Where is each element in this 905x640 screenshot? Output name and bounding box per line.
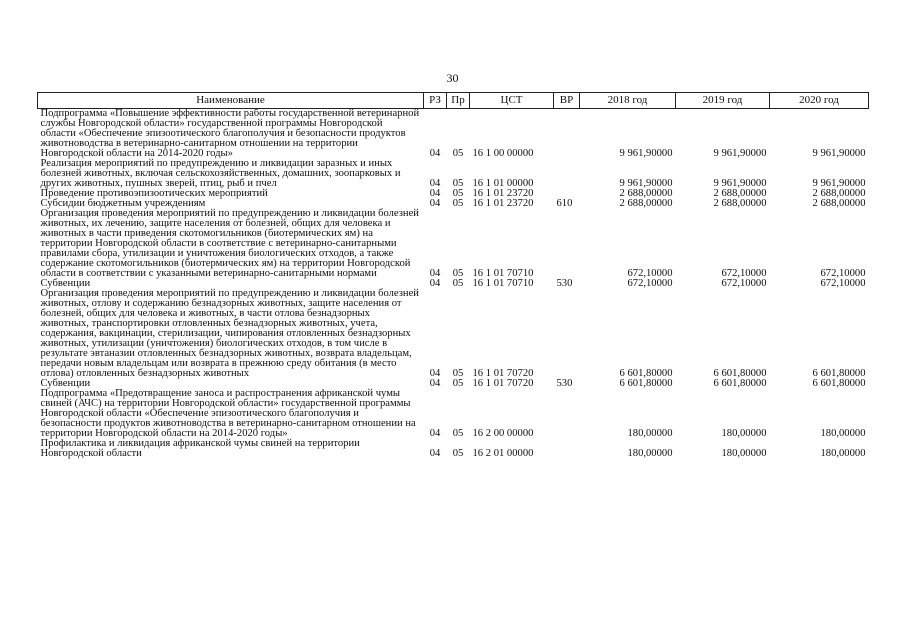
cell-rz: 04 xyxy=(429,278,441,289)
table-row xyxy=(38,109,869,160)
col-header-2018: 2018 год xyxy=(580,93,676,109)
table-row xyxy=(38,439,869,459)
cell-cst: 16 1 01 70720 xyxy=(472,378,534,389)
cell-name: Субвенции xyxy=(40,378,91,389)
col-header-2019: 2019 год xyxy=(676,93,770,109)
cell-2018: 2 688,00000 xyxy=(619,198,673,209)
cell-vr xyxy=(554,109,580,160)
cell-name: Профилактика и ликвидация африканской чумы свиней на территории Новгородской области xyxy=(40,438,360,459)
col-header-cst: ЦСТ xyxy=(470,93,554,109)
cell-cst: 16 2 01 00000 xyxy=(472,448,534,459)
cell-pr: 05 xyxy=(452,198,464,209)
col-header-name: Наименование xyxy=(38,93,424,109)
cell-pr: 05 xyxy=(452,378,464,389)
budget-table xyxy=(37,92,869,459)
cell-pr: 05 xyxy=(452,178,464,189)
cell-rz: 04 xyxy=(429,178,441,189)
cell-2019: 9 961,90000 xyxy=(713,148,767,159)
table-row xyxy=(38,209,869,279)
cell-cst: 16 2 00 00000 xyxy=(472,428,534,439)
col-header-pr: Пр xyxy=(447,93,470,109)
cell-2020: 2 688,00000 xyxy=(812,198,866,209)
cell-2020: 9 961,90000 xyxy=(812,148,866,159)
cell-pr: 05 xyxy=(452,428,464,439)
cell-pr: 05 xyxy=(452,278,464,289)
cell-cst: 16 1 01 23720 xyxy=(472,188,534,199)
cell-vr xyxy=(554,289,580,379)
cell-2020: 672,10000 xyxy=(820,268,866,279)
cell-2019: 672,10000 xyxy=(721,278,767,289)
cell-cst: 16 1 01 23720 xyxy=(472,198,534,209)
cell-2020: 180,00000 xyxy=(820,428,866,439)
cell-pr: 05 xyxy=(452,188,464,199)
cell-name: Субсидии бюджетным учреждениям xyxy=(40,198,206,209)
cell-cst: 16 1 00 00000 xyxy=(472,148,534,159)
cell-2020: 180,00000 xyxy=(820,448,866,459)
cell-rz: 04 xyxy=(429,378,441,389)
cell-vr xyxy=(554,389,580,439)
cell-2020: 2 688,00000 xyxy=(812,188,866,199)
cell-name: Субвенции xyxy=(40,278,91,289)
col-header-vr: ВР xyxy=(554,93,580,109)
cell-cst: 16 1 01 70720 xyxy=(472,368,534,379)
cell-cst: 16 1 01 70710 xyxy=(472,268,534,279)
cell-vr xyxy=(554,159,580,189)
cell-vr: 610 xyxy=(556,198,573,209)
cell-2018: 6 601,80000 xyxy=(619,378,673,389)
cell-2019: 2 688,00000 xyxy=(713,198,767,209)
cell-2018: 672,10000 xyxy=(627,268,673,279)
table-body xyxy=(38,109,869,460)
header-row xyxy=(38,93,869,109)
cell-name: Организация проведения мероприятий по предупреждению и ликвидации болезней животных, отлову и содержанию безнадзорных животных, защите населения от болезней, общих для человека и животных, в части отлова безнадзорных животных, транспортировки отловленных безнадзорных животных, учета, содержания, вакцинации, стерилизации, чипирования отловленных безнадзорных животных, утилизации (уничтожения) биологических отходов, в том числе в результате эвтаназии отловленных безнадзорных животных, возврата владельцам, передачи новым владельцам или возврата в прежнюю среду обитания (в место отлова) отловленных безнадзорных животных xyxy=(40,288,419,379)
col-header-2020: 2020 год xyxy=(770,93,869,109)
cell-pr: 05 xyxy=(452,148,464,159)
cell-2018: 9 961,90000 xyxy=(619,178,673,189)
page-number: 30 xyxy=(446,71,459,85)
cell-pr: 05 xyxy=(452,368,464,379)
cell-2019: 6 601,80000 xyxy=(713,368,767,379)
cell-2019: 672,10000 xyxy=(721,268,767,279)
cell-name: Реализация мероприятий по предупреждению и ликвидации заразных и иных болезней животных, включая сельскохозяйственных, домашних, зоопарковых и других животных, пушных зверей, птиц, рыб и пчел xyxy=(40,158,401,189)
col-header-rz: РЗ xyxy=(424,93,447,109)
cell-2019: 6 601,80000 xyxy=(713,378,767,389)
cell-2020: 6 601,80000 xyxy=(812,378,866,389)
cell-2018: 180,00000 xyxy=(627,448,673,459)
cell-2019: 180,00000 xyxy=(721,448,767,459)
cell-2019: 2 688,00000 xyxy=(713,188,767,199)
cell-vr xyxy=(554,209,580,279)
cell-name: Организация проведения мероприятий по предупреждению и ликвидации болезней животных, их лечению, защите населения от болезней, общих для человека и животных в части приведения скотомогильников (биотермических ям) на территории Новгородской области в соответствие с ветеринарно-санитарными правилами сбора, утилизации и уничтожения биологических отходов, а также содержание скотомогильников (биотермических ям) на территории Новгородской области в соответствии с указанными ветеринарно-санитарными нормами xyxy=(40,208,419,279)
table-header xyxy=(38,93,869,109)
cell-2020: 672,10000 xyxy=(820,278,866,289)
cell-name: Подпрограмма «Предотвращение заноса и распространения африканской чумы свиней (АЧС) на территории Новгородской области» государственной программы Новгородской области «Обеспечение эпизоотического благополучия и безопасности продуктов животноводства в ветеринарно-санитарном отношении на территории Новгородской области на 2014-2020 годы» xyxy=(40,388,416,439)
cell-2019: 180,00000 xyxy=(721,428,767,439)
cell-2018: 9 961,90000 xyxy=(619,148,673,159)
cell-pr: 05 xyxy=(452,268,464,279)
cell-name: Проведение противоэпизоотических мероприятий xyxy=(40,188,268,199)
cell-2018: 180,00000 xyxy=(627,428,673,439)
cell-rz: 04 xyxy=(429,368,441,379)
cell-vr: 530 xyxy=(556,278,573,289)
cell-2020: 9 961,90000 xyxy=(812,178,866,189)
cell-vr: 530 xyxy=(556,378,573,389)
cell-2018: 6 601,80000 xyxy=(619,368,673,379)
cell-2018: 672,10000 xyxy=(627,278,673,289)
cell-rz: 04 xyxy=(429,188,441,199)
cell-cst: 16 1 01 00000 xyxy=(472,178,534,189)
cell-cst: 16 1 01 70710 xyxy=(472,278,534,289)
cell-rz: 04 xyxy=(429,148,441,159)
table-row xyxy=(38,159,869,189)
cell-rz: 04 xyxy=(429,428,441,439)
table-row xyxy=(38,389,869,439)
cell-name: Подпрограмма «Повышение эффективности работы государственной ветеринарной службы Новгородской области» государственной программы Новгородской области «Обеспечение эпизоотического благополучия и безопасности продуктов животноводства в ветеринарно-санитарном отношении на территории Новгородской области на 2014-2020 годы» xyxy=(40,108,420,159)
table-row xyxy=(38,289,869,379)
cell-2019: 9 961,90000 xyxy=(713,178,767,189)
cell-2020: 6 601,80000 xyxy=(812,368,866,379)
cell-2018: 2 688,00000 xyxy=(619,188,673,199)
cell-pr: 05 xyxy=(452,448,464,459)
cell-rz: 04 xyxy=(429,448,441,459)
cell-vr xyxy=(554,439,580,459)
cell-rz: 04 xyxy=(429,268,441,279)
cell-rz: 04 xyxy=(429,198,441,209)
